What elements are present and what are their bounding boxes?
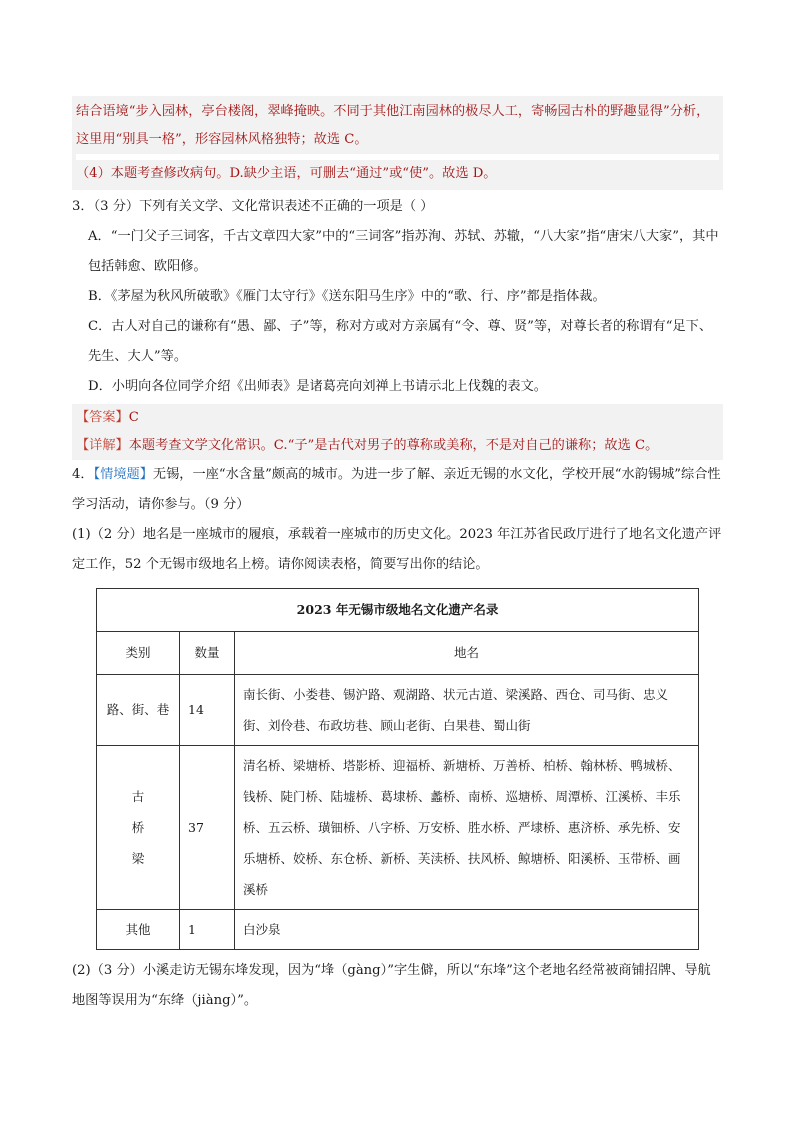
table-cell-category [97, 746, 180, 910]
table-cell-places: 南长街、小娄巷、锡沪路、观湖路、状元古道、梁溪路、西仓、司马街、忠义街、刘伶巷、布政坊巷、顾山老街、白果巷、蜀山街 [235, 675, 699, 746]
place-name-table [96, 588, 699, 950]
question-3-answer [72, 404, 723, 432]
table-cell-count: 1 [180, 910, 235, 950]
table-cell-count: 37 [180, 746, 235, 910]
table-header-category: 类别 [97, 632, 180, 675]
question-3-option-c: C．古人对自己的谦称有“愚、鄙、子”等，称对方或对方亲属有“令、尊、贤”等，对尊长者的称谓有“足下、先生、大人”等。 [88, 319, 713, 364]
table-cell-count: 14 [180, 675, 235, 746]
previous-solution-line: 结合语境“步入园林，亭台楼阁，翠峰掩映。不同于其他江南园林的极尽人工，寄畅园古朴的野趣显得”分析，这里用“别具一格”，形容园林风格独特；故选 C。 [76, 104, 710, 147]
question-3-option-b: B．《茅屋为秋风所破歌》《雁门太守行》《送东阳马生序》中的“歌、行、序”都是指体裁。 [88, 289, 606, 304]
document-page [72, 96, 723, 1016]
question-3-option-a: A．“一门父子三词客，千古文章四大家”中的“三词客”指苏洵、苏轼、苏辙，“八大家”指“唐宋八大家”，其中包括韩愈、欧阳修。 [88, 229, 719, 274]
previous-solution-line: （4）本题考查修改病句。D.缺少主语，可删去“通过”或“使”。故选 D。 [76, 166, 497, 181]
situation-tag: 【情境题】 [93, 467, 153, 482]
question-3-option-d: D．小明向各位同学介绍《出师表》是诸葛亮向刘禅上书请示北上伐魏的表文。 [88, 379, 547, 394]
question-3-stem: 3．（3 分）下列有关文学、文化常识表述不正确的一项是（ ） [72, 199, 434, 214]
table-header-count: 数量 [180, 632, 235, 675]
table-row [97, 746, 699, 910]
question-4-sub2: (2)（3 分）小溪走访无锡东埄发现，因为“埄（gàng）”字生僻，所以“东埄”这个老地名经常被商铺招牌、导航地图等误用为“东绛（jiàng）”。 [72, 963, 711, 1008]
table-title: 2023 年无锡市级地名文化遗产名录 [97, 589, 699, 632]
table-cell-category: 其他 [97, 910, 180, 950]
detail-text: 本题考查文学文化常识。C.“子”是古代对男子的尊称或美称，不是对自己的谦称；故选 C。 [128, 438, 659, 453]
answer-value: C [128, 410, 139, 425]
question-4-sub1: (1)（2 分）地名是一座城市的履痕，承载着一座城市的历史文化。2023 年江苏省民政厅进行了地名文化遗产评定工作，52 个无锡市级地名上榜。请你阅读表格，简要写出你的结论。 [72, 527, 722, 572]
table-header-places: 地名 [235, 632, 699, 675]
previous-solution-block [72, 96, 723, 190]
table-cell-category: 路、街、巷 [97, 675, 180, 746]
question-4-intro [72, 460, 723, 520]
detail-tag: 【详解】 [76, 438, 129, 453]
vertical-category: 古桥梁 [131, 789, 145, 866]
table-row [97, 910, 699, 950]
table-cell-places: 白沙泉 [235, 910, 699, 950]
question-4-number: 4． [72, 467, 94, 482]
question-4-intro-text: 无锡，一座“水含量”颇高的城市。为进一步了解、亲近无锡的水文化，学校开展“水韵锡城”综合性学习活动，请你参与。（9 分） [72, 467, 721, 512]
table-cell-places: 清名桥、梁塘桥、塔影桥、迎福桥、新塘桥、万善桥、柏桥、翰林桥、鸭城桥、钱桥、陡门桥、陆墟桥、葛埭桥、蠡桥、南桥、巡塘桥、周潭桥、江溪桥、丰乐桥、五云桥、璜钿桥、八字桥、万安桥、胜水桥、严埭桥、惠济桥、承先桥、安乐塘桥、姣桥、东仓桥、新桥、芙渎桥、扶风桥、鲸塘桥、阳溪桥、玉带桥、画溪桥 [235, 746, 699, 910]
answer-tag: 【答案】 [76, 410, 129, 425]
table-row [97, 675, 699, 746]
question-3-detail [72, 432, 723, 460]
